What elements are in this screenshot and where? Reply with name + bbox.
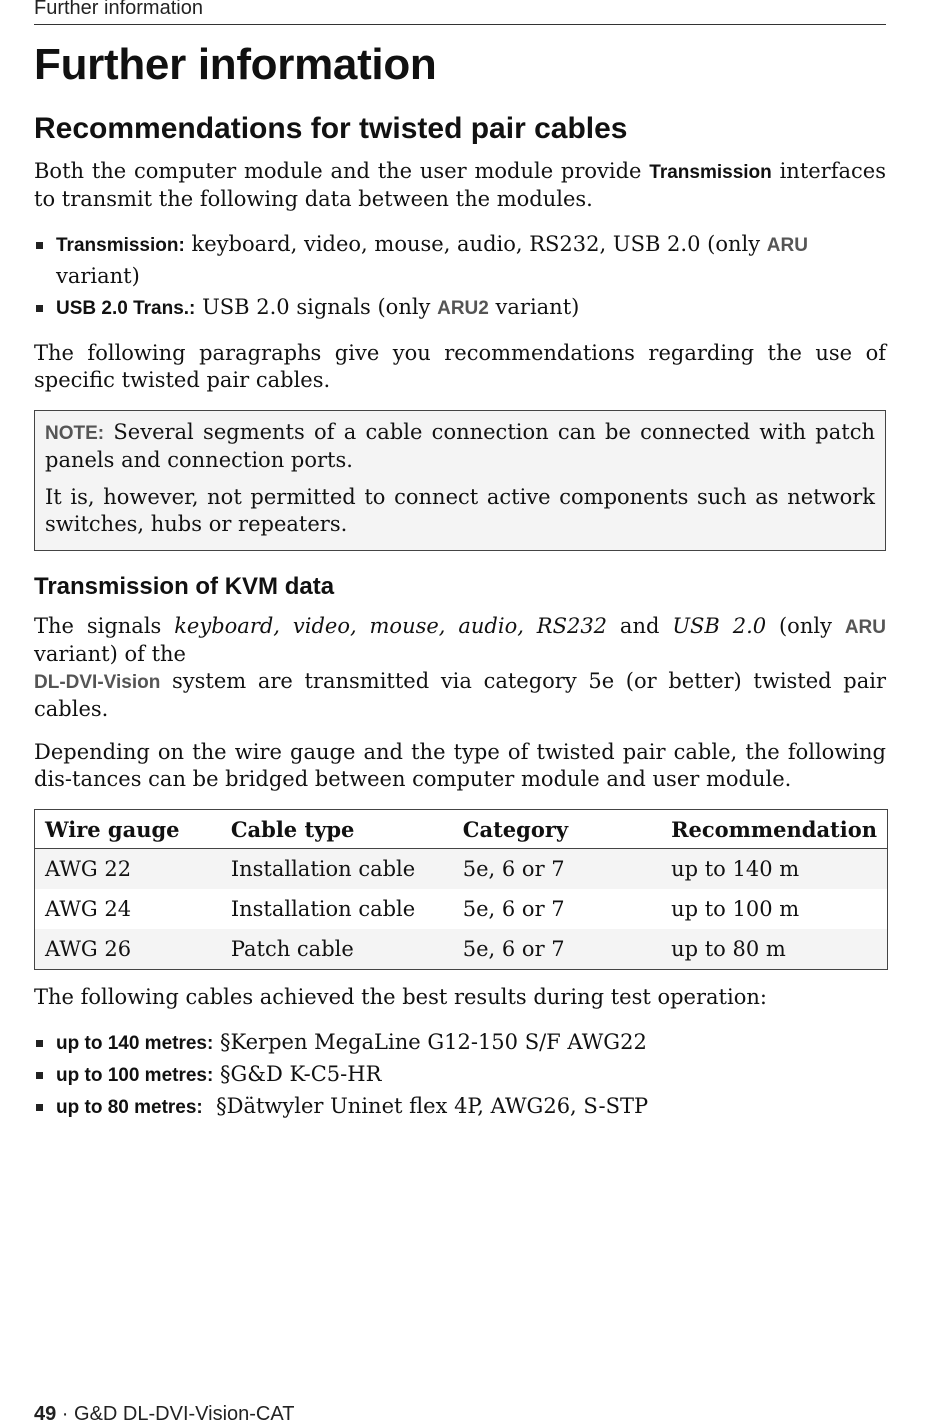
bullet-square-icon [36, 242, 43, 249]
kvm-paragraph-1: The signals keyboard, video, mouse, audio, RS232 and USB 2.0 (only ARU variant) of the DL-DVI-Vision system are transmitted via category 5e (or better) twisted pair cables. [34, 614, 886, 721]
table-cell: Installation cable [230, 897, 416, 921]
results-list [34, 1027, 886, 1123]
table-cell: up to 100 m [671, 897, 800, 921]
kvm-paragraph-2: Depending on the wire gauge and the type of twisted pair cable, the following dis-tances can be bridged between computer module and user module. [34, 740, 886, 791]
page-content [34, 40, 886, 1139]
list-item: up to 80 metres: §Dätwyler Uninet flex 4P, AWG26, S-STP [34, 1091, 886, 1123]
table-row [35, 849, 888, 890]
intro-paragraph: Both the computer module and the user module provide Transmission interfaces to transmit the following data between the modules. [34, 159, 886, 211]
cable-table [34, 809, 888, 970]
column-header: Category [453, 810, 661, 849]
document-title: G&D DL-DVI-Vision-CAT [74, 1403, 295, 1425]
page-footer: 49 · G&D DL-DVI-Vision-CAT [34, 1403, 295, 1425]
system-name: DL-DVI-Vision [34, 672, 161, 693]
note-text-2: It is, however, not permitted to connect active components such as network switches, hubs or repeaters. [45, 485, 875, 536]
section-title-kvm: Transmission of KVM data [34, 573, 335, 600]
recommendations-paragraph: The following paragraphs give you recommendations regarding the use of specific twisted pair cables. [34, 341, 886, 392]
interface-list [34, 229, 886, 324]
list-item: USB 2.0 Trans.: USB 2.0 signals (only ARU2 variant) [34, 292, 886, 324]
table-cell: up to 80 m [661, 929, 887, 970]
note-label: NOTE: [45, 423, 105, 444]
column-header: Wire gauge [35, 810, 221, 849]
table-row [35, 889, 888, 929]
bullet-square-icon [36, 305, 43, 312]
transmission-term: Transmission [649, 162, 772, 183]
table-cell: 5e, 6 or 7 [462, 897, 565, 921]
column-header: Recommendation [661, 810, 887, 849]
table-cell: AWG 22 [35, 849, 221, 890]
table-header-row [35, 810, 888, 849]
bullet-square-icon [36, 1104, 43, 1111]
note-text-1: NOTE: Several segments of a cable connection can be connected with patch panels and connection ports. [45, 420, 875, 472]
table-cell: Installation cable [221, 849, 453, 890]
table-row [35, 929, 888, 970]
results-intro: The following cables achieved the best results during test operation: [34, 985, 767, 1009]
bullet-square-icon [36, 1040, 43, 1047]
table-cell: AWG 26 [35, 929, 221, 970]
column-header: Cable type [221, 810, 453, 849]
list-item: Transmission: keyboard, video, mouse, audio, RS232, USB 2.0 (only ARU variant) [34, 229, 886, 292]
table-cell: AWG 24 [45, 897, 132, 921]
table-cell: up to 140 m [661, 849, 887, 890]
section-title-recommendations: Recommendations for twisted pair cables [34, 112, 628, 145]
running-header: Further information [34, 0, 886, 25]
page-number: 49 [34, 1403, 57, 1425]
note-box [34, 410, 886, 551]
list-item: up to 100 metres: §G&D K-C5-HR [34, 1059, 886, 1091]
table-cell: 5e, 6 or 7 [453, 929, 661, 970]
table-cell: Patch cable [221, 929, 453, 970]
list-item: up to 140 metres: §Kerpen MegaLine G12-150 S/F AWG22 [34, 1027, 886, 1059]
table-cell: 5e, 6 or 7 [453, 849, 661, 890]
bullet-square-icon [36, 1072, 43, 1079]
page-title: Further information [34, 40, 437, 89]
